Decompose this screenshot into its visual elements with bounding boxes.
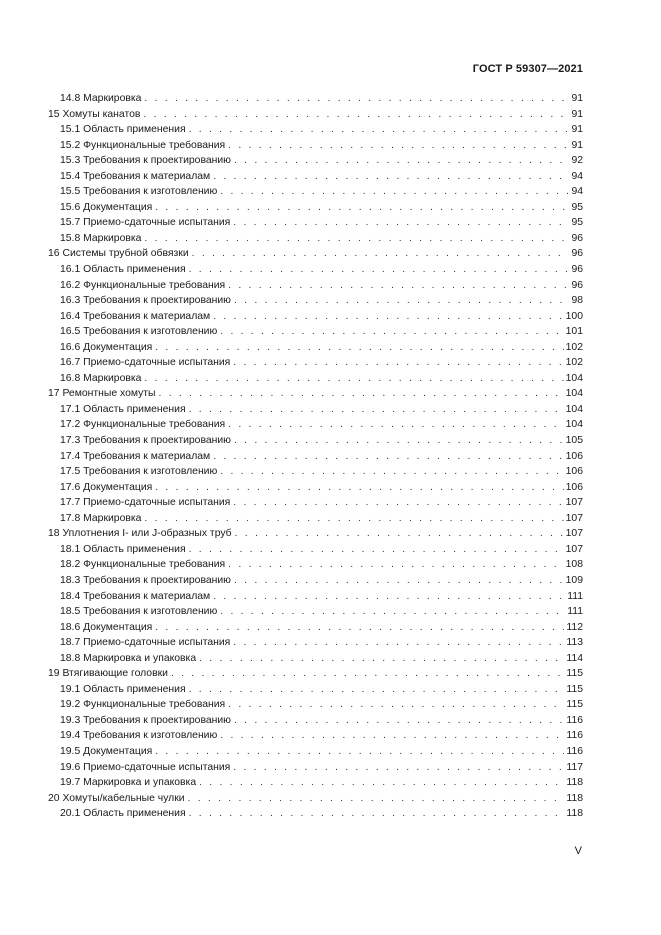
toc-entry-label: 17.6 Документация bbox=[60, 481, 153, 493]
toc-entry-page: 91 bbox=[571, 124, 583, 136]
toc-dot-leader bbox=[220, 604, 565, 620]
toc-entry-page: 112 bbox=[566, 621, 583, 633]
toc-entry-page: 96 bbox=[571, 248, 583, 260]
toc-entry-page: 111 bbox=[567, 590, 583, 602]
toc-dot-leader bbox=[144, 231, 569, 247]
toc-entry-label: 16.2 Функциональные требования bbox=[60, 279, 226, 291]
toc-entry-label: 19 Втягивающие головки bbox=[48, 668, 168, 680]
toc-entry-page: 115 bbox=[566, 699, 583, 711]
toc-entry-label: 18.1 Область применения bbox=[60, 543, 186, 555]
toc-entry-page: 118 bbox=[566, 792, 583, 804]
toc-entry bbox=[48, 153, 583, 169]
toc-dot-leader bbox=[144, 91, 569, 107]
toc-entry-page: 104 bbox=[565, 403, 583, 415]
toc-entry bbox=[48, 184, 583, 200]
toc-entry-label: 20.1 Область применения bbox=[60, 808, 186, 820]
toc-entry bbox=[48, 775, 583, 791]
toc-entry-page: 94 bbox=[571, 170, 583, 182]
toc-entry bbox=[48, 262, 583, 278]
toc-entry-page: 116 bbox=[566, 730, 583, 742]
toc-entry-label: 14.8 Маркировка bbox=[60, 93, 142, 104]
toc-entry-label: 17.5 Требования к изготовлению bbox=[60, 466, 218, 478]
toc-entry bbox=[48, 107, 583, 123]
toc-entry bbox=[48, 278, 583, 294]
toc-entry bbox=[48, 417, 583, 433]
toc-entry bbox=[48, 449, 583, 465]
toc-dot-leader bbox=[234, 153, 569, 169]
toc-dot-leader bbox=[155, 744, 564, 760]
toc-entry bbox=[48, 91, 583, 107]
toc-entry-page: 94 bbox=[571, 186, 583, 198]
toc-entry-label: 17.2 Функциональные требования bbox=[60, 419, 226, 431]
toc-dot-leader bbox=[213, 449, 563, 465]
toc-entry-page: 107 bbox=[565, 543, 583, 555]
toc-entry-label: 16.4 Требования к материалам bbox=[60, 310, 211, 322]
toc-entry-page: 115 bbox=[566, 668, 583, 680]
table-of-contents bbox=[48, 91, 583, 822]
toc-entry-page: 95 bbox=[571, 217, 583, 229]
toc-entry-label: 18.3 Требования к проектированию bbox=[60, 574, 231, 586]
toc-entry-page: 91 bbox=[571, 108, 583, 120]
page-number: V bbox=[574, 845, 582, 857]
toc-entry-label: 16.8 Маркировка bbox=[60, 372, 142, 384]
toc-dot-leader bbox=[234, 293, 569, 309]
toc-dot-leader bbox=[188, 791, 565, 807]
toc-entry-label: 19.6 Приемо-сдаточные испытания bbox=[60, 761, 231, 773]
toc-entry-page: 116 bbox=[566, 745, 583, 757]
toc-dot-leader bbox=[144, 371, 563, 387]
toc-entry bbox=[48, 697, 583, 713]
toc-entry-label: 16.5 Требования к изготовлению bbox=[60, 326, 218, 338]
toc-dot-leader bbox=[228, 417, 563, 433]
toc-entry-page: 101 bbox=[565, 326, 583, 338]
toc-entry-label: 15.5 Требования к изготовлению bbox=[60, 186, 218, 198]
toc-entry bbox=[48, 744, 583, 760]
toc-dot-leader bbox=[234, 713, 564, 729]
toc-entry bbox=[48, 806, 583, 822]
toc-entry-label: 18.4 Требования к материалам bbox=[60, 590, 211, 602]
toc-entry bbox=[48, 713, 583, 729]
toc-dot-leader bbox=[155, 480, 563, 496]
toc-entry-label: 18.7 Приемо-сдаточные испытания bbox=[60, 637, 231, 649]
toc-dot-leader bbox=[144, 511, 563, 527]
toc-entry-page: 117 bbox=[566, 761, 583, 773]
toc-entry-label: 18.2 Функциональные требования bbox=[60, 559, 226, 571]
toc-dot-leader bbox=[234, 433, 564, 449]
toc-entry-page: 111 bbox=[567, 606, 583, 618]
toc-entry-page: 91 bbox=[571, 93, 583, 104]
toc-dot-leader bbox=[159, 386, 564, 402]
toc-entry-page: 104 bbox=[565, 372, 583, 384]
toc-dot-leader bbox=[220, 464, 563, 480]
toc-dot-leader bbox=[233, 635, 564, 651]
toc-dot-leader bbox=[228, 697, 564, 713]
toc-dot-leader bbox=[233, 355, 563, 371]
toc-entry bbox=[48, 620, 583, 636]
toc-entry-label: 15.1 Область применения bbox=[60, 124, 186, 136]
toc-entry-label: 15 Хомуты канатов bbox=[48, 108, 141, 120]
toc-entry bbox=[48, 433, 583, 449]
toc-entry-page: 109 bbox=[565, 574, 583, 586]
toc-dot-leader bbox=[213, 589, 565, 605]
toc-dot-leader bbox=[189, 542, 564, 558]
toc-entry-label: 15.4 Требования к материалам bbox=[60, 170, 211, 182]
toc-entry-label: 19.2 Функциональные требования bbox=[60, 699, 226, 711]
toc-entry bbox=[48, 542, 583, 558]
toc-entry bbox=[48, 215, 583, 231]
toc-entry-page: 118 bbox=[566, 777, 583, 789]
toc-entry-label: 19.5 Документация bbox=[60, 745, 153, 757]
toc-dot-leader bbox=[228, 278, 569, 294]
toc-entry-page: 104 bbox=[565, 388, 583, 400]
toc-entry-label: 17.1 Область применения bbox=[60, 403, 186, 415]
toc-entry-label: 19.1 Область применения bbox=[60, 683, 186, 695]
toc-entry bbox=[48, 791, 583, 807]
toc-entry-label: 15.7 Приемо-сдаточные испытания bbox=[60, 217, 231, 229]
toc-entry-label: 15.2 Функциональные требования bbox=[60, 139, 226, 151]
toc-entry bbox=[48, 666, 583, 682]
toc-dot-leader bbox=[189, 122, 570, 138]
toc-dot-leader bbox=[233, 215, 569, 231]
toc-entry-page: 107 bbox=[565, 512, 583, 524]
toc-dot-leader bbox=[189, 682, 565, 698]
toc-entry-label: 17.7 Приемо-сдаточные испытания bbox=[60, 497, 231, 509]
toc-dot-leader bbox=[189, 806, 565, 822]
toc-entry-label: 19.7 Маркировка и упаковка bbox=[60, 777, 197, 789]
toc-entry bbox=[48, 464, 583, 480]
toc-entry bbox=[48, 138, 583, 154]
toc-entry-page: 108 bbox=[565, 559, 583, 571]
toc-entry-page: 107 bbox=[565, 528, 583, 540]
toc-entry bbox=[48, 293, 583, 309]
toc-entry bbox=[48, 386, 583, 402]
toc-entry-page: 100 bbox=[565, 310, 583, 322]
toc-dot-leader bbox=[155, 200, 569, 216]
toc-entry-label: 19.3 Требования к проектированию bbox=[60, 714, 231, 726]
toc-dot-leader bbox=[199, 775, 564, 791]
toc-entry-page: 96 bbox=[571, 279, 583, 291]
toc-dot-leader bbox=[189, 262, 570, 278]
toc-entry bbox=[48, 728, 583, 744]
toc-entry bbox=[48, 651, 583, 667]
toc-entry-label: 16 Системы трубной обвязки bbox=[48, 248, 189, 260]
toc-entry-label: 16.7 Приемо-сдаточные испытания bbox=[60, 357, 231, 369]
document-code: ГОСТ Р 59307—2021 bbox=[472, 63, 583, 75]
toc-entry bbox=[48, 682, 583, 698]
toc-entry bbox=[48, 169, 583, 185]
toc-dot-leader bbox=[220, 184, 569, 200]
toc-entry-page: 98 bbox=[571, 295, 583, 307]
toc-entry bbox=[48, 526, 583, 542]
toc-entry-label: 18 Уплотнения I- или J-образных труб bbox=[48, 528, 232, 540]
toc-entry bbox=[48, 246, 583, 262]
toc-dot-leader bbox=[155, 340, 563, 356]
toc-entry-page: 115 bbox=[566, 683, 583, 695]
toc-entry-label: 19.4 Требования к изготовлению bbox=[60, 730, 218, 742]
toc-dot-leader bbox=[235, 526, 564, 542]
toc-entry-page: 107 bbox=[565, 497, 583, 509]
toc-entry bbox=[48, 231, 583, 247]
toc-dot-leader bbox=[220, 324, 563, 340]
toc-entry bbox=[48, 480, 583, 496]
toc-entry bbox=[48, 200, 583, 216]
toc-entry bbox=[48, 573, 583, 589]
toc-dot-leader bbox=[234, 573, 564, 589]
toc-entry bbox=[48, 402, 583, 418]
toc-dot-leader bbox=[228, 557, 563, 573]
toc-entry-label: 20 Хомуты/кабельные чулки bbox=[48, 792, 185, 804]
toc-entry-page: 102 bbox=[565, 341, 583, 353]
toc-entry-label: 16.3 Требования к проектированию bbox=[60, 295, 231, 307]
toc-entry-label: 18.5 Требования к изготовлению bbox=[60, 606, 218, 618]
toc-entry bbox=[48, 511, 583, 527]
toc-dot-leader bbox=[228, 138, 569, 154]
toc-entry bbox=[48, 355, 583, 371]
toc-entry-label: 15.8 Маркировка bbox=[60, 232, 142, 244]
toc-entry bbox=[48, 309, 583, 325]
toc-entry-label: 17 Ремонтные хомуты bbox=[48, 388, 156, 400]
toc-entry-label: 18.6 Документация bbox=[60, 621, 153, 633]
toc-entry bbox=[48, 760, 583, 776]
toc-entry-label: 15.3 Требования к проектированию bbox=[60, 155, 231, 167]
toc-dot-leader bbox=[192, 246, 570, 262]
toc-entry-label: 16.6 Документация bbox=[60, 341, 153, 353]
toc-entry bbox=[48, 589, 583, 605]
toc-entry bbox=[48, 635, 583, 651]
toc-dot-leader bbox=[143, 107, 569, 123]
toc-entry-page: 106 bbox=[565, 481, 583, 493]
toc-entry-page: 95 bbox=[571, 201, 583, 213]
toc-dot-leader bbox=[233, 495, 563, 511]
toc-entry-page: 91 bbox=[571, 139, 583, 151]
toc-entry-label: 17.3 Требования к проектированию bbox=[60, 435, 231, 447]
toc-entry-page: 92 bbox=[571, 155, 583, 167]
toc-entry-label: 16.1 Область применения bbox=[60, 264, 186, 276]
toc-entry-page: 116 bbox=[566, 714, 583, 726]
toc-entry-label: 15.6 Документация bbox=[60, 201, 153, 213]
toc-entry-label: 18.8 Маркировка и упаковка bbox=[60, 652, 197, 664]
toc-entry-page: 102 bbox=[565, 357, 583, 369]
toc-entry bbox=[48, 495, 583, 511]
toc-dot-leader bbox=[220, 728, 564, 744]
toc-entry-page: 114 bbox=[566, 652, 583, 664]
toc-entry-page: 96 bbox=[571, 232, 583, 244]
toc-entry bbox=[48, 371, 583, 387]
toc-dot-leader bbox=[233, 760, 564, 776]
toc-entry-page: 106 bbox=[565, 450, 583, 462]
toc-entry bbox=[48, 122, 583, 138]
toc-entry-page: 118 bbox=[566, 808, 583, 820]
toc-dot-leader bbox=[189, 402, 564, 418]
toc-dot-leader bbox=[155, 620, 564, 636]
toc-entry-page: 104 bbox=[565, 419, 583, 431]
toc-entry bbox=[48, 604, 583, 620]
toc-dot-leader bbox=[213, 309, 563, 325]
toc-entry bbox=[48, 557, 583, 573]
toc-entry-page: 96 bbox=[571, 264, 583, 276]
toc-dot-leader bbox=[199, 651, 564, 667]
toc-entry-label: 17.8 Маркировка bbox=[60, 512, 142, 524]
toc-entry bbox=[48, 340, 583, 356]
toc-entry-page: 106 bbox=[565, 466, 583, 478]
toc-dot-leader bbox=[213, 169, 569, 185]
toc-entry-page: 113 bbox=[566, 637, 583, 649]
toc-dot-leader bbox=[171, 666, 564, 682]
toc-entry-label: 17.4 Требования к материалам bbox=[60, 450, 211, 462]
toc-entry bbox=[48, 324, 583, 340]
toc-entry-page: 105 bbox=[565, 435, 583, 447]
